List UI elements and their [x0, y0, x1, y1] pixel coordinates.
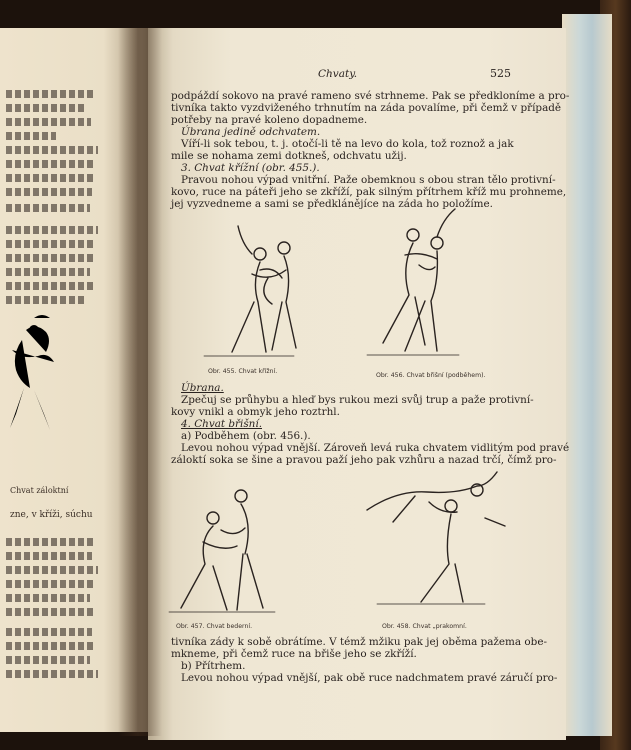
- body-line: a) Podběhem (obr. 456.).: [181, 430, 311, 442]
- figure-456-illustration: [365, 205, 465, 365]
- left-text-line: [6, 132, 56, 140]
- left-text-line: [6, 670, 98, 678]
- body-line: mile se nohama zemi dotkneš, odchvatu užij.: [171, 150, 407, 162]
- left-text-line: [6, 282, 94, 290]
- page-number: 525: [490, 67, 511, 80]
- body-line: tivníka zády k sobě obrátíme. V témž mžiku pak jej oběma pažema obe-: [171, 636, 547, 648]
- left-text-line: [6, 566, 98, 574]
- left-text-line: [6, 160, 94, 168]
- body-line: mkneme, při čemž ruce na břiše jeho se zkříží.: [171, 648, 417, 660]
- left-text-line: [6, 240, 94, 248]
- left-text-line: [6, 226, 98, 234]
- left-text-line: [6, 656, 90, 664]
- section-heading: 3. Chvat křížní (obr. 455.).: [181, 162, 320, 174]
- left-text-line: [6, 580, 94, 588]
- left-text-line: [6, 608, 96, 616]
- left-text-line: [6, 118, 91, 126]
- left-text-line: [6, 594, 90, 602]
- left-text-fragment: zne, v kříži, súchu: [10, 510, 93, 520]
- body-line: jej vyzvedneme a sami se předklánějíce na záda ho položíme.: [171, 198, 493, 210]
- body-line: Pravou nohou výpad vnitřní. Paže obemknou s obou stran tělo protivní-: [181, 174, 556, 186]
- left-wrestler-illustration: [4, 310, 62, 445]
- body-line: Levou nohou výpad vnější. Zároveň levá ruka chvatem vidlitým pod pravé: [181, 442, 570, 454]
- body-line: b) Přítrhem.: [181, 660, 246, 672]
- left-text-line: [6, 204, 90, 212]
- body-line: záloktí soka se šine a pravou paží jeho pak vzhůru a nazad trčí, čímž pro-: [171, 454, 557, 466]
- body-line: podpáždí sokovo na pravé rameno své strhneme. Pak se předkloníme a pro-: [171, 90, 570, 102]
- body-line: potřeby na pravé koleno dopadneme.: [171, 114, 368, 126]
- body-line: kovy vnikl a obmyk jeho roztrhl.: [171, 406, 340, 418]
- body-line: kovo, ruce na páteři jeho se zkříží, pak silným přítrhem kříž mu prohneme,: [171, 186, 567, 198]
- book-gutter: [118, 28, 162, 736]
- running-header: Chvaty.: [318, 68, 358, 80]
- figure-458-illustration: [365, 462, 510, 612]
- section-heading: 4. Chvat břišní.: [181, 418, 262, 430]
- figure-457-illustration: [165, 482, 280, 622]
- left-text-line: [6, 296, 86, 304]
- figure-456-caption: Obr. 456. Chvat břišní (podběhem).: [376, 372, 486, 379]
- left-text-line: [6, 174, 96, 182]
- body-line: Levou nohou výpad vnější, pak obě ruce nadchmatem pravé záručí pro-: [181, 672, 558, 684]
- left-text-line: [6, 268, 90, 276]
- figure-458-caption: Obr. 458. Chvat „prakomní.: [382, 623, 467, 630]
- left-text-line: [6, 146, 98, 154]
- figure-455-illustration: [198, 218, 298, 363]
- page-stack-edge: [562, 14, 612, 736]
- left-text-line: [6, 188, 92, 196]
- body-line: Víří-li sok tebou, t. j. otočí-li tě na levo do kola, tož roznož a jak: [181, 138, 514, 150]
- left-text-line: [6, 642, 96, 650]
- left-text-line: [6, 538, 96, 546]
- body-line: Zpečuj se průhybu a hleď bys rukou mezi svůj trup a paže protivní-: [181, 394, 534, 406]
- left-text-line: [6, 254, 96, 262]
- body-line: Úbrana jedině odchvatem.: [181, 126, 321, 138]
- left-text-line: [6, 628, 92, 636]
- figure-457-caption: Obr. 457. Chvat bederní.: [176, 623, 253, 630]
- left-text-line: [6, 552, 92, 560]
- left-caption: Chvat záloktní: [10, 486, 69, 495]
- body-line: tivníka takto vyzdviženého trhnutím na záda povalíme, při čemž v případě: [171, 102, 562, 114]
- section-heading: Úbrana.: [181, 382, 224, 394]
- left-text-line: [6, 90, 96, 98]
- figure-455-caption: Obr. 455. Chvat křížní.: [208, 368, 278, 375]
- left-text-line: [6, 104, 86, 112]
